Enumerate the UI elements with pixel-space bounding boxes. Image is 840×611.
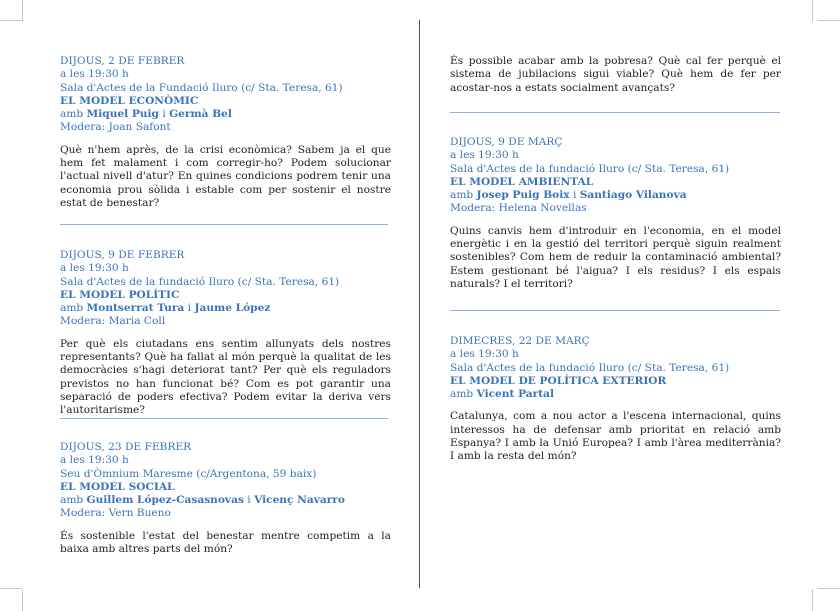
section-divider	[60, 418, 388, 419]
event-description: Catalunya, com a nou actor a l'escena internacional, quins interessos ha de defensar amb prioritat en relació amb Espanya? I amb la Unió Europea? I amb l'àrea mediterrània? I amb la resta del món?	[450, 410, 781, 463]
event-moderator: Modera: Helena Novellas	[450, 202, 587, 215]
event-description: Què n'hem après, de la crisi econòmica? Sabem ja el que hem fet malament i com corregir-ho? Podem solucionar l'actual nivell d'atur? En quines condicions podrem tenir una economia prou sòlida i estable com per sostenir el nostre estat de benestar?	[60, 143, 391, 209]
event-speakers	[450, 388, 781, 401]
event-foreign-policy	[450, 335, 781, 464]
conjunction: i	[162, 108, 166, 121]
event-description: Quins canvis hem d'introduir en l'economia, en el model energètic i en la gestió del territori perquè siguin realment sostenibles? Com hem de reduir la contaminació ambiental? Estem gestionant bé l'aigua? I els residus? I els espais naturals? I el territori?	[450, 224, 781, 290]
event-social	[60, 441, 391, 556]
amb-label: amb	[60, 494, 84, 507]
continuation-text: És possible acabar amb la pobresa? Què cal fer perquè el sistema de jubilacions sigui viable? Què hem de fer per acostar-nos a estats socialment avançats?	[450, 55, 781, 94]
event-date: DIJOUS, 2 DE FEBRER	[60, 55, 185, 67]
event-venue: Sala d'Actes de la fundació Iluro (c/ Sta. Teresa, 61)	[450, 361, 730, 374]
event-header	[450, 335, 781, 401]
event-speakers	[60, 108, 391, 121]
event-moderator: Modera: Maria Coll	[60, 315, 166, 328]
speaker-name: Montserrat Tura	[86, 302, 185, 315]
event-time: a les 19:30 h	[60, 454, 129, 467]
event-political	[60, 249, 391, 418]
conjunction: i	[572, 189, 577, 202]
conjunction: i	[247, 494, 251, 507]
event-speakers	[60, 302, 391, 315]
section-divider	[450, 112, 780, 113]
speaker-name: Jaume López	[194, 302, 271, 315]
event-time: a les 19:30 h	[450, 149, 519, 162]
event-date: DIJOUS, 9 DE MARÇ	[450, 136, 563, 148]
event-title: EL MODEL POLÍTIC	[60, 288, 180, 301]
speaker-name: Miquel Puig	[86, 108, 159, 121]
event-title: EL MODEL SOCIAL	[60, 480, 175, 493]
event-title: EL MODEL ECONÒMIC	[60, 94, 199, 107]
event-time: a les 19:30 h	[450, 348, 519, 361]
section-divider	[450, 310, 780, 311]
right-page	[421, 0, 840, 611]
speaker-name: Santiago Vilanova	[579, 189, 687, 202]
event-venue: Sala d'Actes de la fundació Iluro (c/ Sta. Teresa, 61)	[450, 162, 730, 175]
speaker-name: Vicenç Navarro	[254, 494, 345, 507]
event-header	[60, 55, 391, 135]
event-moderator: Modera: Vern Bueno	[60, 507, 171, 520]
event-description: És sostenible l'estat del benestar mentre competim a la baixa amb altres parts del món?	[60, 529, 391, 556]
event-time: a les 19:30 h	[60, 262, 129, 275]
speaker-name: Vicent Partal	[476, 388, 554, 401]
event-title: EL MODEL DE POLÍTICA EXTERIOR	[450, 374, 667, 387]
event-speakers	[450, 189, 781, 202]
section-divider	[60, 224, 388, 225]
speaker-name: Josep Puig Boix	[476, 189, 570, 202]
speaker-name: Germà Bel	[169, 108, 232, 121]
event-date: DIJOUS, 23 DE FEBRER	[60, 441, 192, 453]
event-title: EL MODEL AMBIENTAL	[450, 175, 594, 188]
event-time: a les 19:30 h	[60, 68, 129, 81]
event-description: Per què els ciutadans ens sentim allunyats dels nostres representants? Què ha fallat al món perquè la qualitat de les democràcies s'hagi deteriorat tant? Per què els reguladors previstos no han funcionat bé? Com es pot garantir una separació de poders efectiva? Podem evitar la deriva vers l'autoritarisme?	[60, 337, 391, 417]
conjunction: i	[187, 302, 192, 315]
amb-label: amb	[450, 189, 474, 202]
event-header	[60, 441, 391, 521]
event-venue: Seu d'Òmnium Maresme (c/Argentona, 59 baix)	[60, 467, 317, 480]
event-header	[450, 136, 781, 216]
social-continuation	[450, 55, 781, 95]
event-date: DIMECRES, 22 DE MARÇ	[450, 335, 590, 347]
event-environmental	[450, 136, 781, 291]
amb-label: amb	[60, 302, 84, 315]
amb-label: amb	[60, 108, 84, 121]
event-header	[60, 249, 391, 329]
amb-label: amb	[450, 388, 474, 401]
event-speakers	[60, 494, 391, 507]
event-economic	[60, 55, 391, 210]
speaker-name: Guillem López-Casasnovas	[86, 494, 244, 507]
event-date: DIJOUS, 9 DE FEBRER	[60, 249, 185, 261]
event-venue: Sala d'Actes de la Fundació Iluro (c/ Sta. Teresa, 61)	[60, 81, 343, 94]
event-moderator: Modera: Joan Safont	[60, 121, 171, 134]
event-venue: Sala d'Actes de la fundació Iluro (c/ Sta. Teresa, 61)	[60, 275, 340, 288]
